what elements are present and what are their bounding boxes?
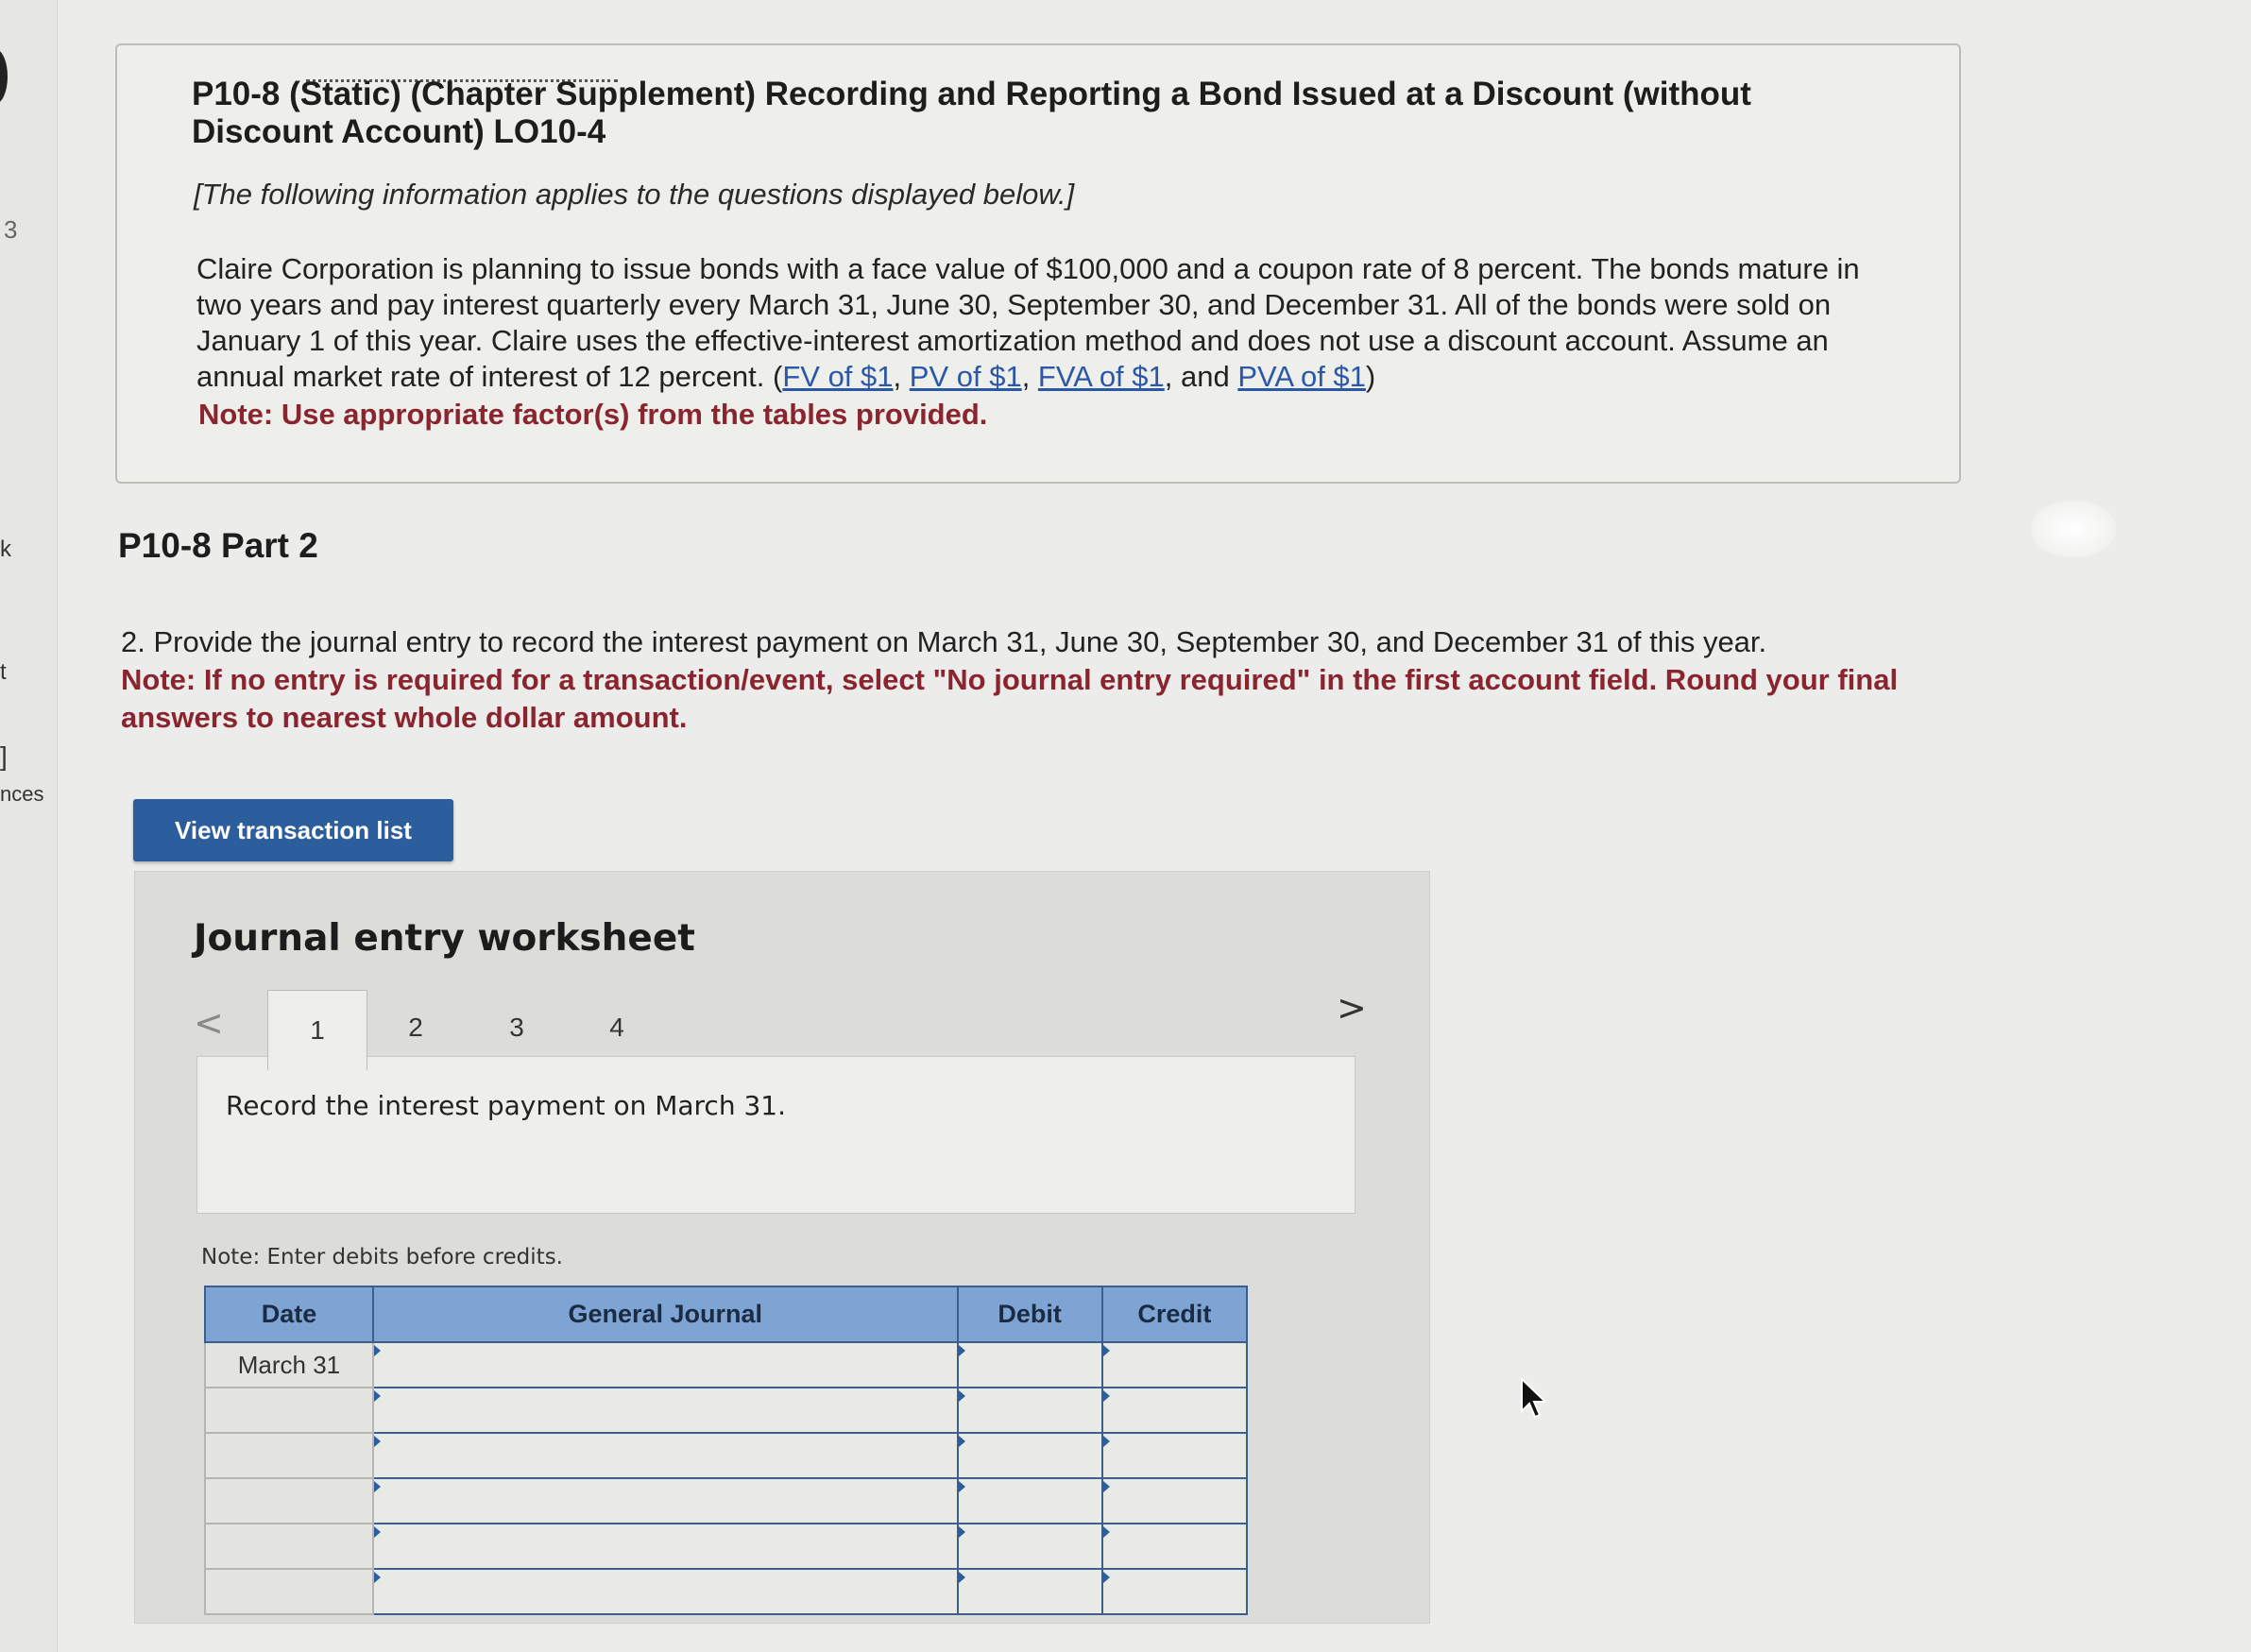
link-pv-of-1[interactable]: PV of $1 xyxy=(909,360,1022,393)
credit-input[interactable] xyxy=(1102,1433,1247,1478)
tab-4[interactable]: 4 xyxy=(609,1013,624,1042)
credit-input[interactable] xyxy=(1102,1388,1247,1433)
info-note: Note: Use appropriate factor(s) from the tables provided. xyxy=(198,398,988,431)
part-title: P10-8 Part 2 xyxy=(118,526,318,565)
account-select[interactable] xyxy=(373,1478,958,1524)
credit-input[interactable] xyxy=(1102,1569,1247,1614)
table-row xyxy=(205,1342,1247,1388)
view-transaction-list-button[interactable]: View transaction list xyxy=(133,799,453,861)
journal-entry-worksheet xyxy=(134,871,1430,1624)
debit-input[interactable] xyxy=(958,1524,1102,1569)
account-select[interactable] xyxy=(373,1388,958,1433)
debit-input[interactable] xyxy=(958,1478,1102,1524)
problem-description-text: Claire Corporation is planning to issue bonds with a face value of $100,000 and a coupon rate of 8 percent. The bonds mature in two years and pay interest quarterly every March 31, June 30, September 30, and December 31. All of the bonds were sold on January 1 of this year. Claire uses the effective-interest amortization method and does not use a discount account. Assume an annual market rate of interest of 12 percent. xyxy=(196,252,1860,393)
tab-1[interactable]: 1 xyxy=(267,990,367,1070)
credit-input[interactable] xyxy=(1102,1342,1247,1388)
date-cell xyxy=(205,1569,373,1614)
date-cell xyxy=(205,1433,373,1478)
account-select[interactable] xyxy=(373,1569,958,1614)
sidebar-fragment-t[interactable]: t xyxy=(0,659,7,685)
date-cell: March 31 xyxy=(205,1342,373,1388)
credit-input[interactable] xyxy=(1102,1478,1247,1524)
left-sidebar-strip xyxy=(0,0,58,1652)
table-row xyxy=(205,1569,1247,1614)
table-row xyxy=(205,1524,1247,1569)
sidebar-fragment-bracket: ] xyxy=(0,741,8,771)
sidebar-fragment-nces[interactable]: nces xyxy=(0,782,44,806)
instruction-box xyxy=(196,1056,1356,1214)
worksheet-title: Journal entry worksheet xyxy=(194,917,695,960)
screen-glare xyxy=(2031,501,2116,557)
question-note: Note: If no entry is required for a transaction/event, select "No journal entry required" in the first account field. Round your final answers to nearest whole dollar amount. xyxy=(121,663,1899,734)
account-select[interactable] xyxy=(373,1524,958,1569)
sidebar-fragment-k[interactable]: k xyxy=(0,536,11,562)
debit-input[interactable] xyxy=(958,1388,1102,1433)
header-debit: Debit xyxy=(958,1286,1102,1342)
next-tab-chevron-icon[interactable]: > xyxy=(1337,987,1367,1029)
question-text: 2. Provide the journal entry to record the interest payment on March 31, June 30, September 30, and December 31 of this year. xyxy=(121,625,1767,658)
tab-2[interactable]: 2 xyxy=(408,1013,423,1042)
header-credit: Credit xyxy=(1102,1286,1247,1342)
debit-input[interactable] xyxy=(958,1569,1102,1614)
header-general-journal: General Journal xyxy=(373,1286,958,1342)
instruction-text: Record the interest payment on March 31. xyxy=(226,1090,787,1121)
credit-input[interactable] xyxy=(1102,1524,1247,1569)
journal-entry-table xyxy=(204,1286,1248,1615)
sidebar-dot xyxy=(0,49,8,104)
link-pva-of-1[interactable]: PVA of $1 xyxy=(1237,360,1366,393)
sidebar-number[interactable]: 3 xyxy=(4,215,18,244)
problem-title: P10-8 (Static) (Chapter Supplement) Recording and Reporting a Bond Issued at a Discount (without Discount Account) LO10-4 xyxy=(192,76,1751,150)
table-row xyxy=(205,1433,1247,1478)
account-select[interactable] xyxy=(373,1342,958,1388)
header-date: Date xyxy=(205,1286,373,1342)
date-cell xyxy=(205,1478,373,1524)
debit-input[interactable] xyxy=(958,1433,1102,1478)
table-row xyxy=(205,1478,1247,1524)
debit-input[interactable] xyxy=(958,1342,1102,1388)
link-fv-of-1[interactable]: FV of $1 xyxy=(782,360,894,393)
info-intro: [The following information applies to the questions displayed below.] xyxy=(194,178,1075,211)
enter-debits-note: Note: Enter debits before credits. xyxy=(201,1245,563,1269)
question-block xyxy=(121,623,2010,737)
link-fva-of-1[interactable]: FVA of $1 xyxy=(1037,360,1165,393)
problem-description: Claire Corporation is planning to issue bonds with a face value of $100,000 and a coupon rate of 8 percent. The bonds mature in two years and pay interest quarterly every March 31, June 30, September 30, and December 31. All of the bonds were sold on January 1 of this year. Claire uses the effective-interest amortization method and does not use a discount account. Assume an annual market rate of interest of 12 percent. (FV of $1, PV of $1, FVA of $1, and PVA of $1) xyxy=(196,252,1860,393)
table-row xyxy=(205,1388,1247,1433)
date-cell xyxy=(205,1524,373,1569)
mouse-cursor-icon xyxy=(1519,1377,1551,1421)
prev-tab-chevron-icon[interactable]: < xyxy=(194,1002,224,1044)
tab-3[interactable]: 3 xyxy=(509,1013,524,1042)
account-select[interactable] xyxy=(373,1433,958,1478)
date-cell xyxy=(205,1388,373,1433)
table-header-row xyxy=(205,1286,1247,1342)
